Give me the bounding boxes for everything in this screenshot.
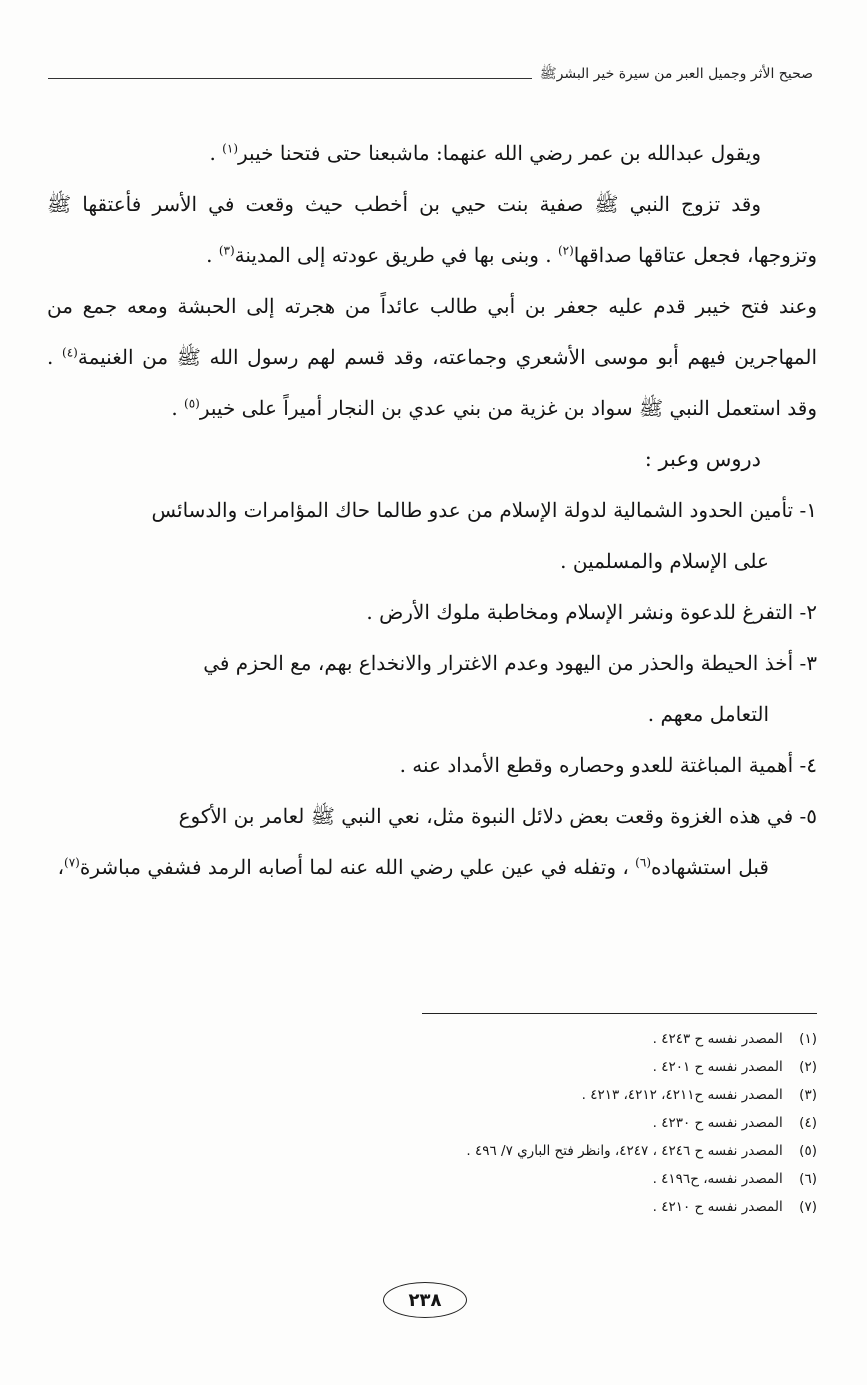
footnote-ref[interactable]: (٤): [62, 345, 78, 360]
footnotes: [47, 1025, 817, 1221]
lesson-item-2: ٢- التفرغ للدعوة ونشر الإسلام ومخاطبة ملوك الأرض .: [366, 600, 817, 624]
lesson-item-5: ٥- في هذه الغزوة وقعت بعض دلائل النبوة مثل، نعي النبي ﷺ لعامر بن الأكوع: [178, 804, 817, 828]
lesson-item-5-continuation: قبل استشهاده$^{(٦)}$ ، وتفله في عين علي رضي الله عنه لما أصابه الرمد فشفي مباشرة$^{(٧)}$،: [57, 855, 769, 879]
footnote-ref[interactable]: (٧): [64, 855, 80, 870]
paragraph-ibn-umar: ويقول عبدالله بن عمر رضي الله عنهما: ماشبعنا حتى فتحنا خيبر$^{(١)}$ .: [209, 141, 761, 165]
section-heading: دروس وعبر :: [644, 447, 761, 471]
lesson-item-1-continuation: على الإسلام والمسلمين .: [560, 549, 769, 573]
header-rule: [48, 78, 532, 79]
paragraph-jafar: وعند فتح خيبر قدم عليه جعفر بن أبي طالب عائداً من هجرته إلى الحبشة ومعه جمع من المهاجرين فيهم أبو موسى الأشعري وجماعته، وقد قسم لهم رسول الله ﷺ من الغنيمة$^{(٤)}$ . وقد استعمل النبي ﷺ سواد بن غزية من بني عدي بن النجار أميراً على خيبر$^{(٥)}$ .: [47, 294, 818, 420]
footnote-ref[interactable]: (١): [222, 141, 238, 156]
lesson-item-4: ٤- أهمية المباغتة للعدو وحصاره وقطع الأمداد عنه .: [399, 753, 817, 777]
footnote-ref[interactable]: (٢): [557, 243, 574, 258]
footnote-5: (٥) المصدر نفسه ح ٤٢٤٦ ، ٤٢٤٧، وانظر فتح الباري ٧/ ٤٩٦ .: [466, 1143, 817, 1159]
main-text: [47, 128, 817, 893]
lesson-item-3: ٣- أخذ الحيطة والحذر من اليهود وعدم الاغترار والانخداع بهم، مع الحزم في: [203, 651, 817, 675]
footnote-2: (٢) المصدر نفسه ح ٤٢٠١ .: [652, 1059, 817, 1075]
footnote-3: (٣) المصدر نفسه ح٤٢١١، ٤٢١٢، ٤٢١٣ .: [581, 1087, 817, 1103]
footnote-ref[interactable]: (٣): [218, 243, 235, 258]
running-header: [48, 60, 813, 90]
footnote-ref[interactable]: (٦): [635, 855, 651, 870]
footnote-6: (٦) المصدر نفسه، ح٤١٩٦ .: [652, 1171, 817, 1187]
footnote-7: (٧) المصدر نفسه ح ٤٢١٠ .: [652, 1199, 817, 1215]
lesson-item-1: ١- تأمين الحدود الشمالية لدولة الإسلام من عدو طالما حاك المؤامرات والدسائس: [151, 498, 817, 522]
footnote-ref[interactable]: (٥): [184, 396, 200, 411]
footnote-4: (٤) المصدر نفسه ح ٤٢٣٠ .: [652, 1115, 817, 1131]
running-header-title: صحيح الأثر وجميل العبر من سيرة خير البشرﷺ: [539, 66, 813, 82]
lesson-item-3-continuation: التعامل معهم .: [647, 702, 769, 726]
footnote-separator: [422, 1013, 817, 1014]
page-number-oval: [383, 1282, 467, 1318]
page-number: ٢٣٨: [408, 1289, 442, 1311]
paragraph-safiyya: وقد تزوج النبي ﷺ صفية بنت حيي بن أخطب حيث وقعت في الأسر فأعتقها ﷺ وتزوجها، فجعل عتاقها صداقها$^{(٢)}$ . وبنى بها في طريق عودته إلى المدينة$^{(٣)}$ .: [47, 192, 817, 267]
footnote-1: (١) المصدر نفسه ح ٤٢٤٣ .: [652, 1031, 817, 1047]
